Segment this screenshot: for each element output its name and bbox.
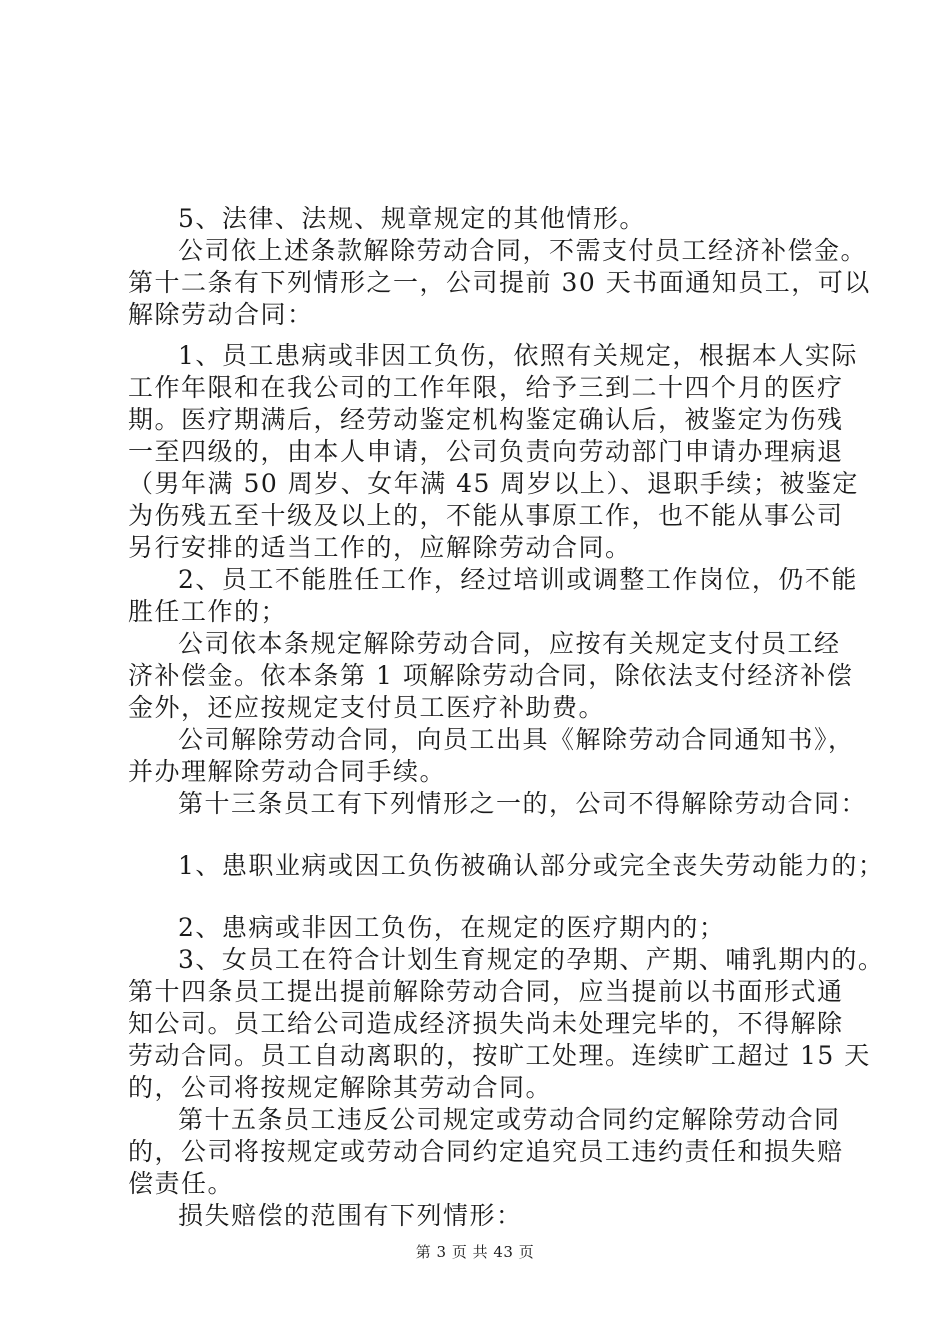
paragraph-line: 金外，还应按规定支付员工医疗补助费。 [128, 693, 606, 722]
paragraph-line: 的，公司将按规定或劳动合同约定追究员工违约责任和损失赔 [128, 1137, 844, 1166]
paragraph-line: 第十三条员工有下列情形之一的，公司不得解除劳动合同： [178, 789, 868, 818]
paragraph-line: 3、女员工在符合计划生育规定的孕期、产期、哺乳期内的。 [178, 945, 885, 974]
page-number-footer: 第 3 页 共 43 页 [415, 1243, 535, 1261]
paragraph-line: 解除劳动合同： [128, 300, 314, 329]
paragraph-line: 2、员工不能胜任工作，经过培训或调整工作岗位，仍不能 [178, 565, 858, 594]
paragraph-line: 的，公司将按规定解除其劳动合同。 [128, 1073, 553, 1102]
paragraph-line: （男年满 50 周岁、女年满 45 周岁以上）、退职手续；被鉴定 [128, 469, 859, 498]
paragraph-line: 5、法律、法规、规章规定的其他情形。 [178, 204, 646, 233]
paragraph-line: 期。医疗期满后，经劳动鉴定机构鉴定确认后，被鉴定为伤残 [128, 405, 844, 434]
paragraph-line: 公司解除劳动合同，向员工出具《解除劳动合同通知书》， [178, 725, 855, 754]
paragraph-line: 第十二条有下列情形之一，公司提前 30 天书面通知员工，可以 [128, 268, 871, 297]
paragraph-line: 2、患病或非因工负伤，在规定的医疗期内的； [178, 913, 726, 942]
paragraph-line: 胜任工作的； [128, 597, 288, 626]
paragraph-line: 一至四级的，由本人申请，公司负责向劳动部门申请办理病退 [128, 437, 844, 466]
paragraph-line: 公司依上述条款解除劳动合同，不需支付员工经济补偿金。 [178, 236, 868, 265]
paragraph-line: 第十四条员工提出提前解除劳动合同，应当提前以书面形式通 [128, 977, 844, 1006]
paragraph-line: 偿责任。 [128, 1169, 235, 1198]
paragraph-line: 1、患职业病或因工负伤被确认部分或完全丧失劳动能力的； [178, 851, 885, 880]
paragraph-line: 并办理解除劳动合同手续。 [128, 757, 447, 786]
paragraph-line: 济补偿金。依本条第 1 项解除劳动合同，除依法支付经济补偿 [128, 661, 854, 690]
paragraph-line: 1、员工患病或非因工负伤，依照有关规定，根据本人实际 [178, 341, 858, 370]
paragraph-line: 为伤残五至十级及以上的，不能从事原工作，也不能从事公司 [128, 501, 844, 530]
paragraph-line: 劳动合同。员工自动离职的，按旷工处理。连续旷工超过 15 天 [128, 1041, 871, 1070]
paragraph-line: 知公司。员工给公司造成经济损失尚未处理完毕的，不得解除 [128, 1009, 844, 1038]
paragraph-line: 第十五条员工违反公司规定或劳动合同约定解除劳动合同 [178, 1105, 841, 1134]
paragraph-line: 公司依本条规定解除劳动合同，应按有关规定支付员工经 [178, 629, 841, 658]
paragraph-line: 工作年限和在我公司的工作年限，给予三到二十四个月的医疗 [128, 373, 844, 402]
paragraph-line: 另行安排的适当工作的，应解除劳动合同。 [128, 533, 632, 562]
paragraph-line: 损失赔偿的范围有下列情形： [178, 1201, 523, 1230]
